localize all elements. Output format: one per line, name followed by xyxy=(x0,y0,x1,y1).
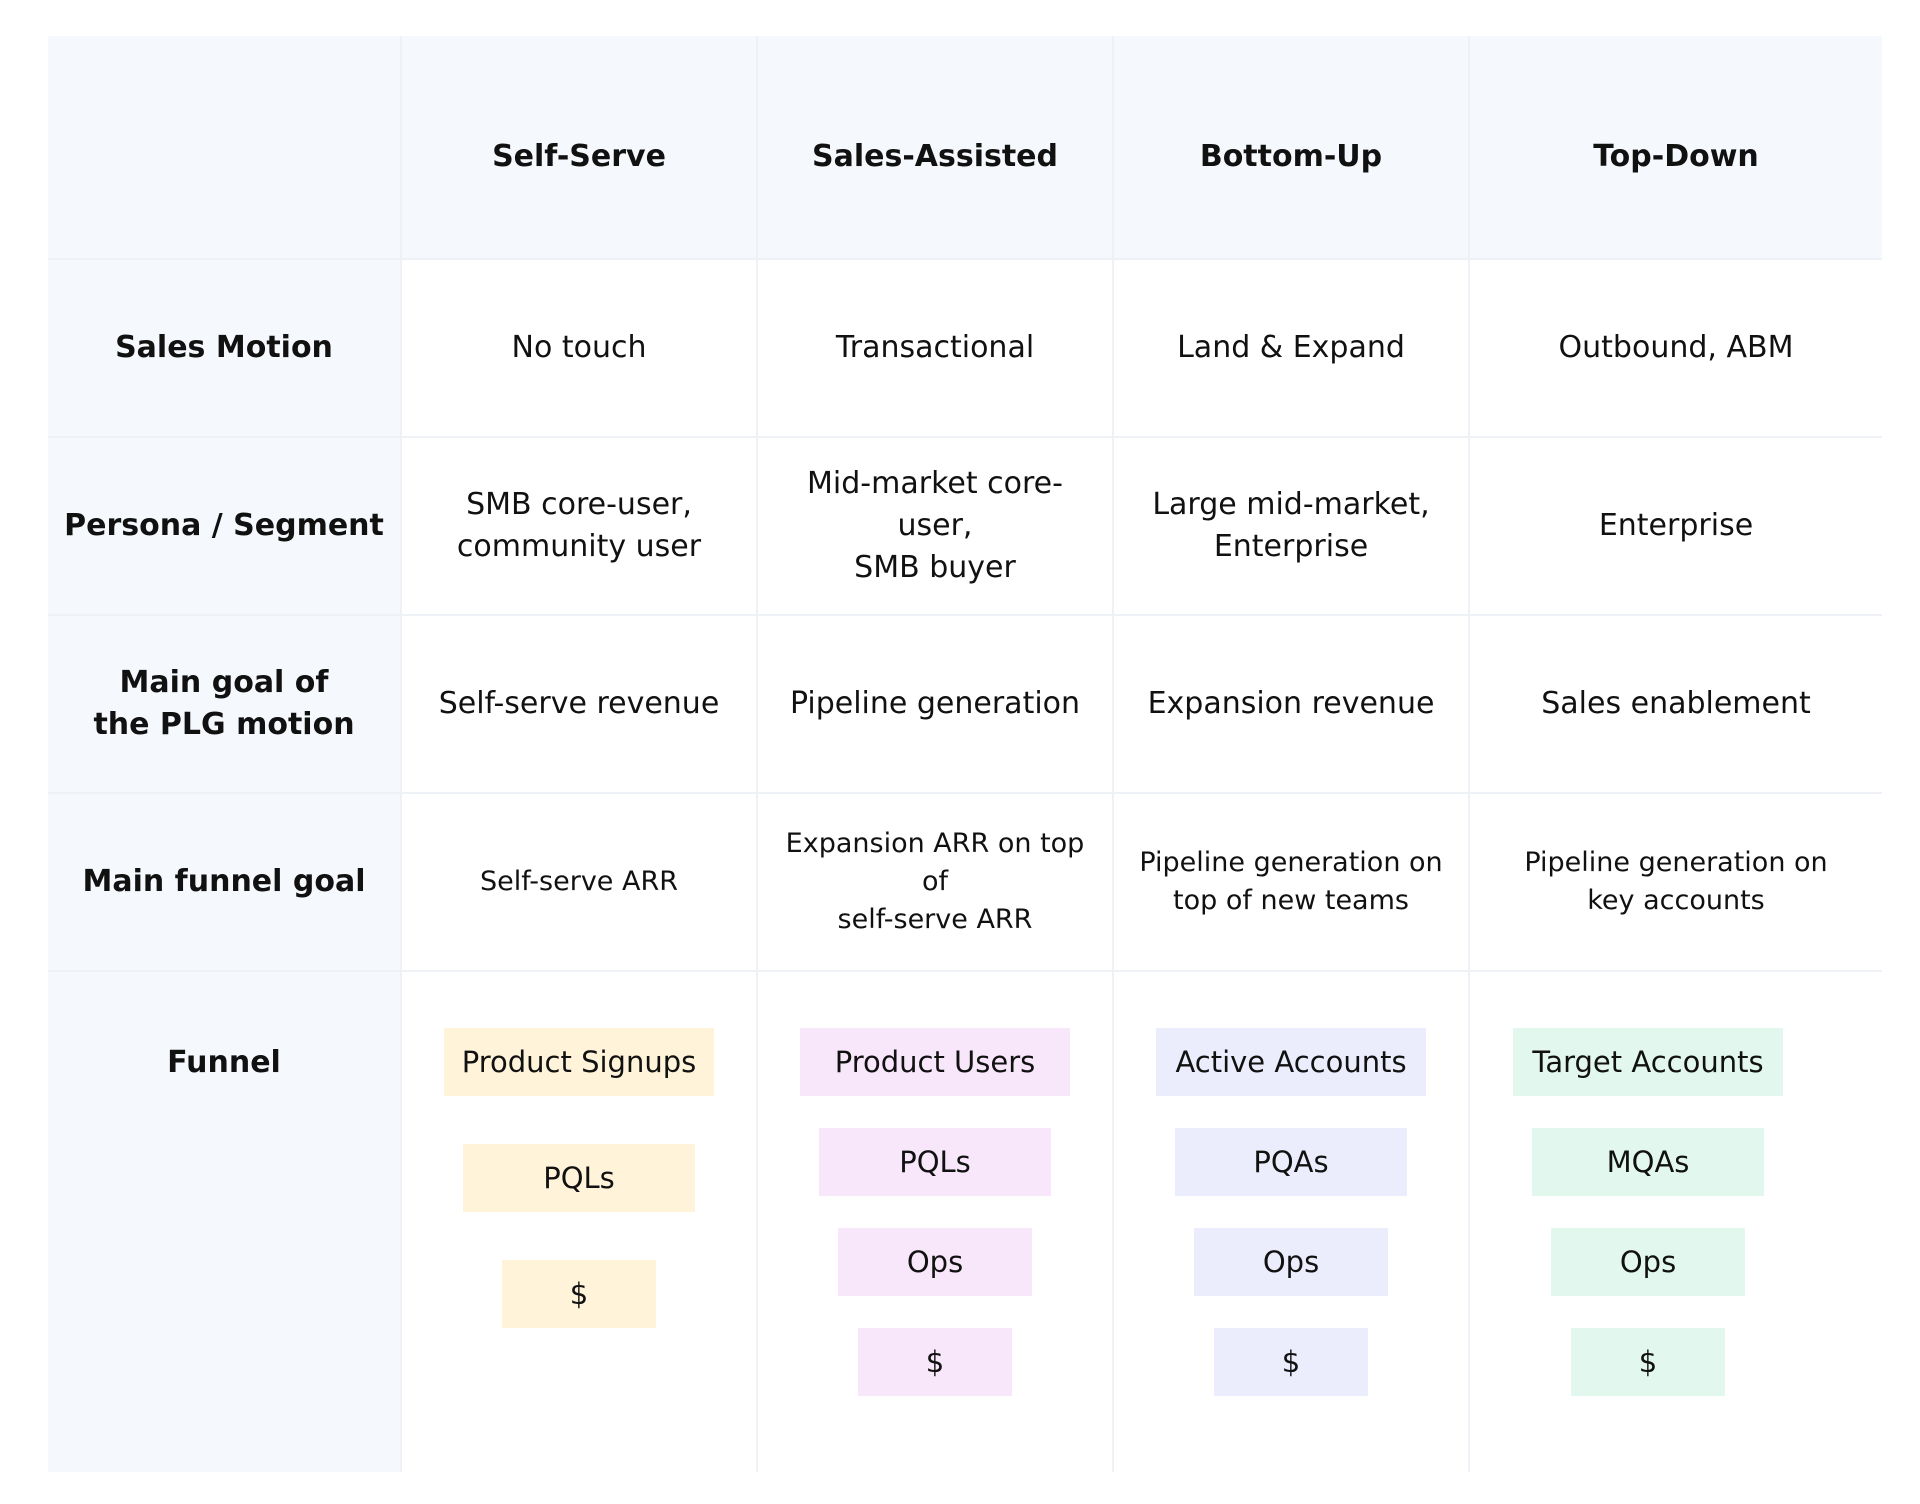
funnel-step: PQLs xyxy=(463,1144,695,1212)
table-cell: Transactional xyxy=(758,260,1114,438)
table-cell: Large mid-market, Enterprise xyxy=(1114,438,1470,616)
table-cell: Sales enablement xyxy=(1470,616,1882,794)
table-cell: Pipeline generation xyxy=(758,616,1114,794)
table-cell: Pipeline generation on key accounts xyxy=(1470,794,1882,972)
table-cell: SMB core-user, community user xyxy=(402,438,758,616)
row-header-sales-motion: Sales Motion xyxy=(48,260,402,438)
funnel-step: $ xyxy=(1571,1328,1725,1396)
funnel-cell-self-serve xyxy=(402,972,758,1472)
funnel-step: PQAs xyxy=(1175,1128,1407,1196)
funnel-step: Product Signups xyxy=(444,1028,714,1096)
comparison-table xyxy=(48,36,1882,1472)
funnel-cell-top-down xyxy=(1470,972,1882,1472)
funnel-step: $ xyxy=(502,1260,656,1328)
column-header-bottom-up: Bottom-Up xyxy=(1114,36,1470,260)
funnel-cell-bottom-up xyxy=(1114,972,1470,1472)
column-header-sales-assisted: Sales-Assisted xyxy=(758,36,1114,260)
table-cell: Expansion revenue xyxy=(1114,616,1470,794)
funnel-step: PQLs xyxy=(819,1128,1051,1196)
funnel-step: Active Accounts xyxy=(1156,1028,1426,1096)
table-cell: Self-serve ARR xyxy=(402,794,758,972)
column-header-self-serve: Self-Serve xyxy=(402,36,758,260)
table-cell: Outbound, ABM xyxy=(1470,260,1882,438)
funnel-step: Ops xyxy=(1551,1228,1745,1296)
funnel-step: MQAs xyxy=(1532,1128,1764,1196)
column-header-top-down: Top-Down xyxy=(1470,36,1882,260)
funnel-step: $ xyxy=(1214,1328,1368,1396)
funnel-cell-sales-assisted xyxy=(758,972,1114,1472)
table-cell: Mid-market core-user, SMB buyer xyxy=(758,438,1114,616)
funnel-top-down xyxy=(1513,1028,1783,1396)
table-cell: Self-serve revenue xyxy=(402,616,758,794)
row-header-persona-segment: Persona / Segment xyxy=(48,438,402,616)
funnel-bottom-up xyxy=(1156,1028,1426,1396)
table-cell: Expansion ARR on top of self-serve ARR xyxy=(758,794,1114,972)
table-cell: Pipeline generation on top of new teams xyxy=(1114,794,1470,972)
funnel-self-serve xyxy=(444,1028,714,1328)
funnel-step: Product Users xyxy=(800,1028,1070,1096)
table-cell: No touch xyxy=(402,260,758,438)
table-cell: Land & Expand xyxy=(1114,260,1470,438)
row-header-funnel: Funnel xyxy=(48,972,402,1472)
funnel-step: Target Accounts xyxy=(1513,1028,1783,1096)
funnel-step: Ops xyxy=(1194,1228,1388,1296)
funnel-step: $ xyxy=(858,1328,1012,1396)
funnel-step: Ops xyxy=(838,1228,1032,1296)
row-header-main-goal: Main goal of the PLG motion xyxy=(48,616,402,794)
table-cell: Enterprise xyxy=(1470,438,1882,616)
row-header-main-funnel-goal: Main funnel goal xyxy=(48,794,402,972)
funnel-sales-assisted xyxy=(800,1028,1070,1396)
header-corner-cell xyxy=(48,36,402,260)
